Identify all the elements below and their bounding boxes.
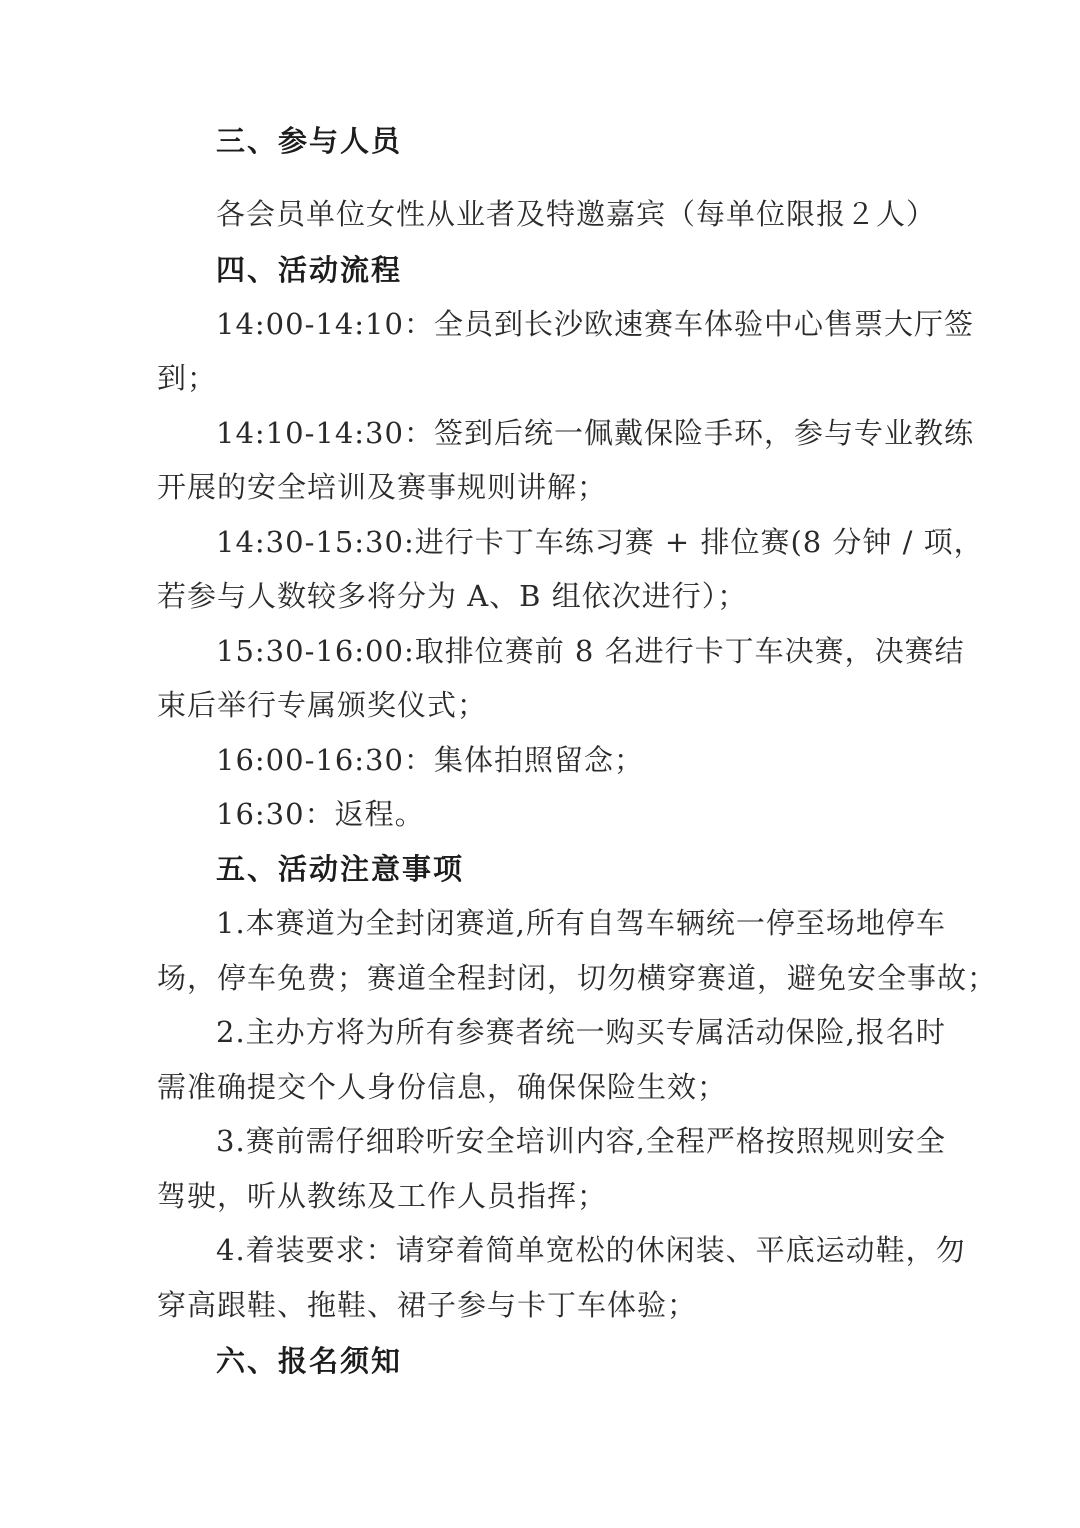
section6-heading: 六、报名须知	[216, 1344, 403, 1378]
schedule-item-2-line2: 开展的安全培训及赛事规则讲解；	[157, 470, 608, 504]
notice-item-4-line2: 穿高跟鞋、拖鞋、裙子参与卡丁车体验；	[157, 1288, 698, 1322]
section3-body: 各会员单位女性从业者及特邀嘉宾（每单位限报２人）	[216, 197, 937, 231]
section4-heading: 四、活动流程	[216, 253, 403, 287]
schedule-item-6: 16:30：返程。	[216, 797, 425, 831]
schedule-item-1-line1: 14:00-14:10：全员到长沙欧速赛车体验中心售票大厅签	[216, 307, 974, 341]
schedule-item-2-line1: 14:10-14:30：签到后统一佩戴保险手环，参与专业教练	[216, 416, 974, 450]
notice-item-4-line1: 4.着装要求：请穿着简单宽松的休闲装、平底运动鞋，勿	[216, 1233, 966, 1267]
notice-item-3-line1: 3.赛前需仔细聆听安全培训内容,全程严格按照规则安全	[216, 1124, 946, 1158]
notice-item-3-line2: 驾驶，听从教练及工作人员指挥；	[157, 1179, 608, 1213]
section3-heading: 三、参与人员	[216, 124, 403, 158]
schedule-item-3-line2: 若参与人数较多将分为 A、B 组依次进行）；	[157, 579, 748, 613]
schedule-item-4-line2: 束后举行专属颁奖仪式；	[157, 688, 488, 722]
schedule-item-1-line2: 到；	[157, 361, 218, 395]
notice-item-2-line1: 2.主办方将为所有参赛者统一购买专属活动保险,报名时	[216, 1015, 946, 1049]
schedule-item-5: 16:00-16:30：集体拍照留念；	[216, 743, 644, 777]
schedule-item-4-line1: 15:30-16:00:取排位赛前 8 名进行卡丁车决赛，决赛结	[216, 634, 965, 668]
notice-item-1-line1: 1.本赛道为全封闭赛道,所有自驾车辆统一停至场地停车	[216, 906, 946, 940]
schedule-item-3-line1: 14:30-15:30:进行卡丁车练习赛 + 排位赛(8 分钟 / 项，	[216, 525, 984, 559]
notice-item-1-line2: 场，停车免费；赛道全程封闭，切勿横穿赛道，避免安全事故；	[157, 961, 998, 995]
section5-heading: 五、活动注意事项	[216, 852, 465, 886]
notice-item-2-line2: 需准确提交个人身份信息，确保保险生效；	[157, 1070, 728, 1104]
